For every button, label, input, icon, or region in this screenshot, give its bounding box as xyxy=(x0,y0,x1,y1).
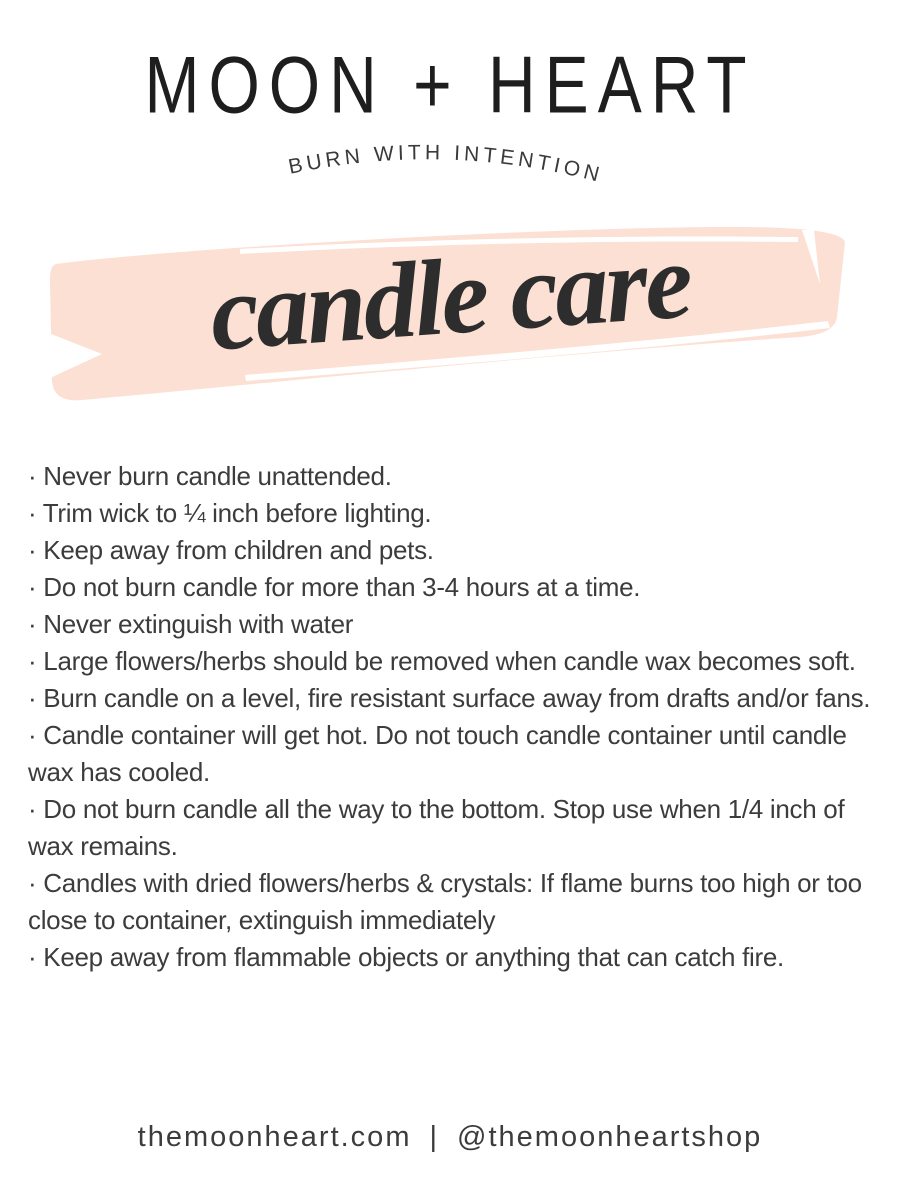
page-title: candle care xyxy=(206,221,694,374)
care-item: · Large flowers/herbs should be removed when candle wax becomes soft. xyxy=(28,646,856,676)
social-handle: @themoonheartshop xyxy=(457,1121,763,1153)
care-item: · Never burn candle unattended. xyxy=(28,461,392,491)
brand-logo-text: MOON + HEART xyxy=(144,39,756,130)
tagline-textpath: BURN WITH INTENTION xyxy=(286,141,606,188)
care-item: · Burn candle on a level, fire resistant surface away from drafts and/or fans. xyxy=(28,683,871,713)
care-item: · Do not burn candle for more than 3-4 hours at a time. xyxy=(28,572,641,602)
footer xyxy=(0,1121,900,1154)
care-instructions-list xyxy=(28,458,872,976)
website-text: themoonheart.com xyxy=(137,1121,412,1153)
care-item: · Trim wick to ¼ inch before lighting. xyxy=(28,498,432,528)
care-item: · Do not burn candle all the way to the bottom. Stop use when 1/4 inch of wax remains. xyxy=(28,794,845,861)
care-item: · Keep away from flammable objects or anything that can catch fire. xyxy=(28,942,784,972)
pipe-separator: | xyxy=(429,1121,440,1153)
tagline-arc xyxy=(235,132,665,210)
tagline-text xyxy=(286,141,605,187)
care-item: · Never extinguish with water xyxy=(28,609,354,639)
care-item: · Candle container will get hot. Do not touch candle container until candle wax has cooled. xyxy=(28,720,847,787)
brand-logo xyxy=(0,38,900,130)
care-item: · Keep away from children and pets. xyxy=(28,535,434,565)
care-item: · Candles with dried flowers/herbs & crystals: If flame burns too high or too close to container, extinguish immediately xyxy=(28,868,862,935)
